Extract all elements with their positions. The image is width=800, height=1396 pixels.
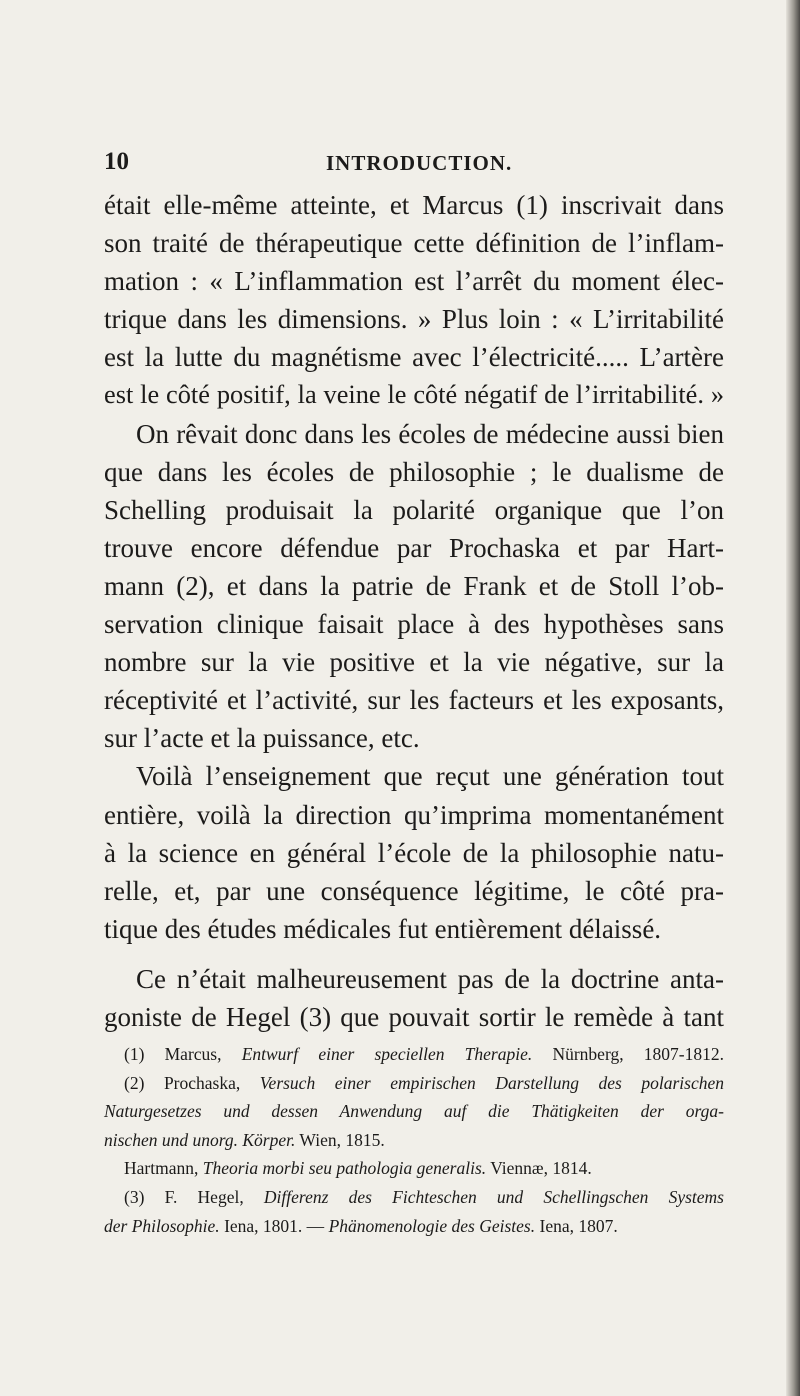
text-line: tique des études médicales fut entièrement délaissé. [104, 913, 662, 944]
footnote-3 [104, 1183, 724, 1212]
text-line: est la lutte du magnétisme avec l’électricité..... L’artère [104, 342, 724, 373]
text-line: servation clinique faisait place à des hypothèses sans [104, 609, 724, 640]
text-line: trouve encore défendue par Prochaska et par Hart- [104, 532, 724, 563]
footnote-2 [104, 1069, 724, 1098]
text-line: réceptivité et l’activité, sur les facteurs et les exposants, [104, 685, 724, 716]
footnote-2-cont [104, 1126, 724, 1155]
text-line: trique dans les dimensions. » Plus loin : « L’irritabilité [104, 304, 724, 335]
text-line: entière, voilà la direction qu’imprima momentanément [104, 799, 724, 830]
footnote-2-title-cont: Naturgesetzes und dessen Anwendung auf die Thätigkeiten der orga- [104, 1101, 724, 1122]
footnote-3-title-2: Phänomenologie des Geistes. [328, 1215, 536, 1236]
paragraph-gap [104, 948, 724, 960]
text-line: est le côté positif, la veine le côté négatif de l’irritabilité. » [104, 380, 724, 410]
footnote-hartmann-place: Viennæ, 1814. [486, 1158, 592, 1179]
footnote-hartmann-title: Theoria morbi seu pathologia generalis. [202, 1158, 487, 1179]
text-line: était elle-même atteinte, et Marcus (1) inscrivait dans [104, 190, 724, 220]
footnote-3-title-end: der Philosophie. [104, 1215, 220, 1236]
footnote-1-author: (1) Marcus, [124, 1044, 242, 1064]
text-line: mann (2), et dans la patrie de Frank et de Stoll l’ob- [104, 570, 724, 601]
text-line: son traité de thérapeutique cette définition de l’inflam- [104, 228, 724, 259]
footnote-1-title: Entwurf einer speciellen Therapie. [241, 1044, 533, 1064]
footnote-3-place: Iena, 1801. — [219, 1215, 329, 1236]
text-line: à la science en général l’école de la philosophie natu- [104, 837, 724, 868]
text-line: Schelling produisait la polarité organique que l’on [104, 494, 724, 525]
footnote-2-title-end: nischen und unorg. Körper. [104, 1129, 296, 1150]
footnote-3-author: (3) F. Hegel, [124, 1186, 264, 1207]
footnote-2-author: (2) Prochaska, [124, 1072, 260, 1093]
running-title: INTRODUCTION. [326, 151, 513, 175]
footnote-1 [104, 1040, 724, 1069]
page-edge-shadow [786, 0, 800, 1396]
text-line: que dans les écoles de philosophie ; le dualisme de [104, 456, 724, 487]
text-line: goniste de Hegel (3) que pouvait sortir le remède à tant [104, 1001, 724, 1032]
text-line: On rêvait donc dans les écoles de médecine aussi bien [136, 418, 724, 449]
page-header [104, 148, 724, 178]
text-line: nombre sur la vie positive et la vie négative, sur la [104, 647, 724, 678]
footnote-2-cont [104, 1097, 724, 1126]
text-line: Ce n’était malheureusement pas de la doctrine anta- [136, 963, 724, 994]
footnote-hartmann [104, 1154, 724, 1183]
footnote-2-place: Wien, 1815. [295, 1129, 385, 1150]
footnote-2-title: Versuch einer empirischen Darstellung des polarischen [259, 1072, 724, 1093]
main-text [104, 186, 724, 1036]
footnotes [104, 1040, 724, 1240]
text-line: Voilà l’enseignement que reçut une génération tout [136, 761, 724, 792]
text-line: sur l’acte et la puissance, etc. [104, 723, 420, 754]
footnote-1-place: Nürnberg, 1807-1812. [532, 1044, 725, 1064]
footnote-3-cont [104, 1212, 724, 1241]
text-line: mation : « L’inflammation est l’arrêt du moment élec- [104, 266, 724, 297]
text-line: relle, et, par une conséquence légitime, le côté pra- [104, 875, 724, 906]
page-number: 10 [104, 148, 129, 175]
footnote-3-place-2: Iena, 1807. [535, 1215, 618, 1236]
footnote-hartmann-author: Hartmann, [124, 1158, 203, 1179]
footnote-3-title: Differenz des Fichteschen und Schellingschen Systems [263, 1186, 724, 1207]
